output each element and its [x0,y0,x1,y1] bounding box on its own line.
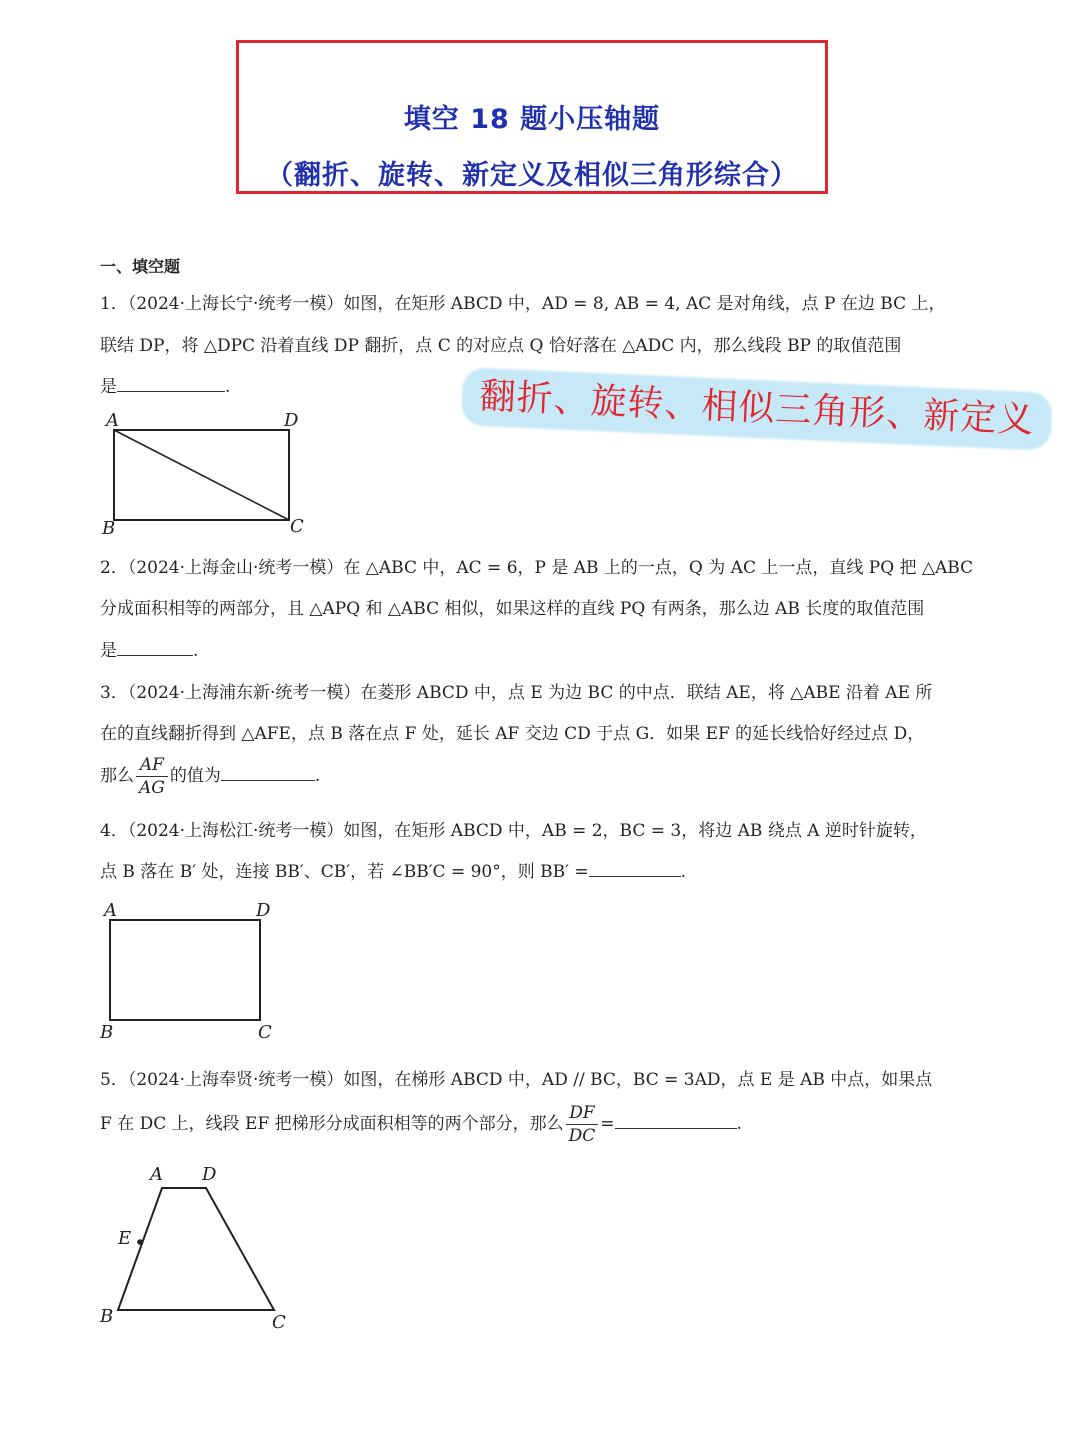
q5-equals: = [600,1114,615,1134]
fig4-label-a: A [104,900,117,921]
q2-line1: 2．（2024·上海金山·统考一模）在 △ABC 中，AC = 6，P 是 AB 上的一点，Q 为 AC 上一点，直线 PQ 把 △ABC [100,558,974,578]
q2-answer-prefix: 是 [100,641,117,661]
fig4-label-d: D [256,900,271,921]
topic-highlight [461,359,1053,455]
fig1-label-d: D [284,410,299,431]
q2-end: . [193,641,199,661]
fig4-label-b: B [100,1022,114,1043]
q3-line2: 在的直线翻折得到 △AFE，点 B 落在点 F 处，延长 AF 交边 CD 于点 G．如果 EF 的延长线恰好经过点 D， [100,724,925,744]
fig5-point-e [137,1239,143,1245]
fig1-diagonal [114,430,289,520]
figure-q5 [96,1160,306,1336]
q4-answer-blank[interactable] [589,860,681,877]
q5-answer-blank[interactable] [615,1112,737,1129]
q5-end: . [736,1114,742,1134]
fig1-label-c: C [290,516,304,537]
q1-line1: 1．（2024·上海长宁·统考一模）如图，在矩形 ABCD 中，AD = 8, AB = 4, AC 是对角线，点 P 在边 BC 上， [100,294,946,314]
q1-answer-blank[interactable] [117,375,225,392]
q2-line2: 分成面积相等的两部分，且 △APQ 和 △ABC 相似，如果这样的直线 PQ 有两条，那么边 AB 长度的取值范围 [100,599,925,619]
fig5-label-c: C [272,1312,286,1333]
q5-prefix: F 在 DC 上，线段 EF 把梯形分成面积相等的两个部分，那么 [100,1114,564,1134]
fig5-label-a: A [150,1164,163,1185]
q3-prefix: 那么 [100,766,134,786]
page-subtitle: （翻折、旋转、新定义及相似三角形综合） [266,160,798,191]
q1-end: . [225,377,231,397]
q3-frac-den: AG [139,778,165,798]
q4-line1: 4．（2024·上海松江·统考一模）如图，在矩形 ABCD 中，AB = 2，BC = 3，将边 AB 绕点 A 逆时针旋转， [100,821,927,841]
q3-suffix: 的值为 [169,766,221,786]
q3-line1: 3．（2024·上海浦东新·统考一模）在菱形 ABCD 中，点 E 为边 BC 的中点．联结 AE，将 △ABE 沿着 AE 所 [100,683,933,703]
q2-answer-blank[interactable] [117,639,193,656]
fig1-label-b: B [102,518,116,539]
q2-line3 [100,636,198,661]
q5-frac-den: DC [568,1126,596,1146]
q4-end: . [680,862,687,882]
q5-fraction [566,1102,599,1147]
q3-frac-num: AF [136,754,168,777]
q1-line3 [100,372,230,397]
highlight-text: 翻折、旋转、相似三角形、新定义 [478,375,1036,442]
figure-q4 [98,896,288,1044]
q4-line2-text: 点 B 落在 B′ 处，连接 BB′、CB′，若 ∠BB′C = 90°，则 BB′ = [100,862,589,882]
q1-answer-prefix: 是 [100,377,117,397]
figure-q1 [98,404,318,540]
fig5-trapezoid [118,1188,274,1310]
q3-fraction [136,754,168,799]
q4-line2 [100,857,686,882]
title-box [236,40,828,194]
q3-answer-blank[interactable] [221,764,315,781]
page-title: 填空 18 题小压轴题 [403,104,661,135]
q1-line2: 联结 DP，将 △DPC 沿着直线 DP 翻折，点 C 的对应点 Q 恰好落在 △ADC 内，那么线段 BP 的取值范围 [100,336,902,356]
fig5-label-e: E [118,1228,132,1249]
q3-line3 [100,754,320,799]
q5-frac-num: DF [566,1102,599,1125]
q5-line1: 5．（2024·上海奉贤·统考一模）如图，在梯形 ABCD 中，AD // BC，BC = 3AD，点 E 是 AB 中点，如果点 [100,1070,933,1090]
fig4-label-c: C [258,1022,272,1043]
fig4-rectangle [110,920,260,1020]
fig1-label-a: A [106,410,119,431]
fig5-label-b: B [100,1306,114,1327]
section-heading: 一、填空题 [100,257,181,276]
q3-end: . [314,766,321,786]
q5-line2 [100,1102,742,1147]
fig5-label-d: D [202,1164,217,1185]
